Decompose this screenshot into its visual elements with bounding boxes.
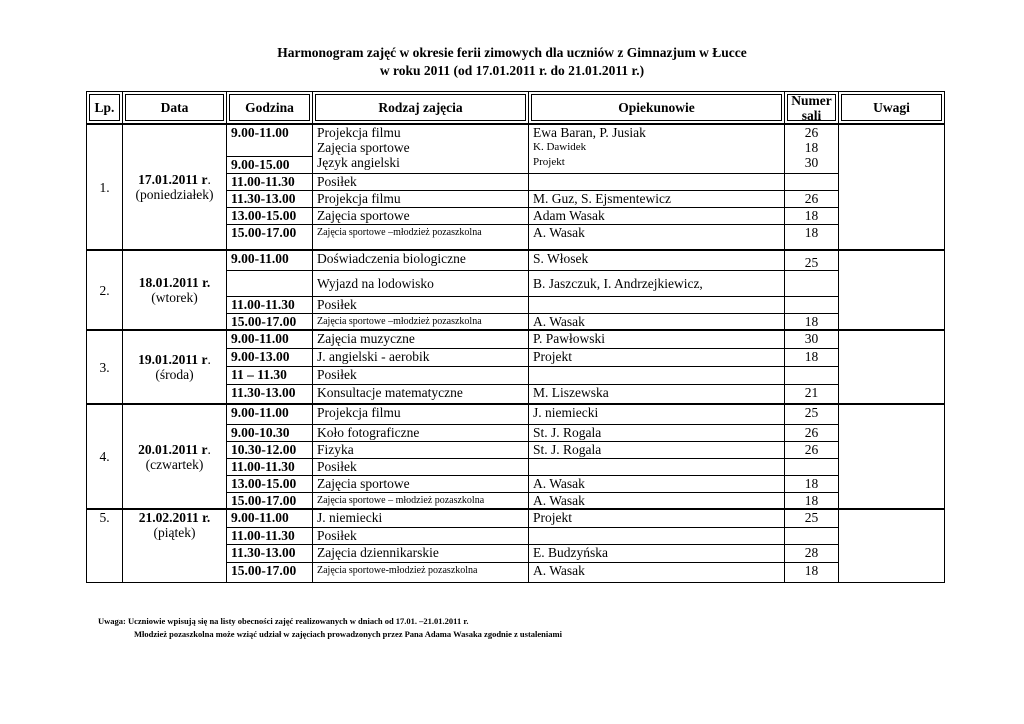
caretakers-cell: Adam Wasak bbox=[529, 207, 785, 224]
caretakers-cell: A. Wasak bbox=[529, 492, 785, 509]
caretakers-cell: M. Liszewska bbox=[529, 384, 785, 404]
day-1 bbox=[87, 124, 945, 250]
room-cell: 26 bbox=[785, 190, 839, 207]
activity-line: Język angielski bbox=[317, 155, 400, 170]
day-number: 1. bbox=[87, 124, 123, 250]
hours-cell: 9.00-11.00 bbox=[227, 509, 313, 527]
day-date: 21.02.2011 r. bbox=[138, 510, 211, 525]
activity-cell: Posiłek bbox=[313, 366, 529, 384]
document-title bbox=[0, 44, 1024, 80]
room-cell bbox=[785, 270, 839, 296]
activity-line: Projekcja filmu bbox=[317, 125, 401, 140]
hours-cell: 9.00-15.00 bbox=[227, 156, 313, 173]
room-cell bbox=[785, 173, 839, 190]
notes-cell bbox=[839, 250, 945, 330]
caretakers-cell: St. J. Rogala bbox=[529, 424, 785, 441]
room-cell bbox=[785, 296, 839, 313]
day-date-cell bbox=[123, 250, 227, 330]
activity-cell: Wyjazd na lodowisko bbox=[313, 270, 529, 296]
note-line-1: Uwaga: Uczniowie wpisują się na listy obecności zajęć realizowanych w dniach od 17.01. –21.01.2011 r. bbox=[98, 616, 469, 626]
room-cell: 25 bbox=[785, 250, 839, 270]
caretakers-cell: M. Guz, S. Ejsmentewicz bbox=[529, 190, 785, 207]
room-line: 26 bbox=[804, 125, 819, 140]
day-date-cell bbox=[123, 509, 227, 582]
activity-cell: Projekcja filmu bbox=[313, 404, 529, 424]
room-cell bbox=[785, 527, 839, 544]
activity-cell: J. niemiecki bbox=[313, 509, 529, 527]
activity-cell: Doświadczenia biologiczne bbox=[313, 250, 529, 270]
activity-cell: Zajęcia sportowe –młodzież pozaszkolna bbox=[313, 313, 529, 330]
room-cell: 28 bbox=[785, 544, 839, 562]
header-row bbox=[87, 92, 945, 125]
notes-cell bbox=[839, 330, 945, 404]
day-2 bbox=[87, 250, 945, 330]
room-cell: 18 bbox=[785, 207, 839, 224]
header-room-line2: sali bbox=[801, 107, 822, 123]
day-number: 2. bbox=[87, 250, 123, 330]
hours-cell: 13.00-15.00 bbox=[227, 475, 313, 492]
activity-cell: Koło fotograficzne bbox=[313, 424, 529, 441]
caretakers-cell: E. Budzyńska bbox=[529, 544, 785, 562]
header-hours: Godzina bbox=[227, 92, 313, 125]
activity-cell: Posiłek bbox=[313, 458, 529, 475]
room-line: 30 bbox=[804, 155, 819, 170]
caretaker-line: Ewa Baran, P. Jusiak bbox=[533, 125, 646, 140]
title-line-2: w roku 2011 (od 17.01.2011 r. do 21.01.2011 r.) bbox=[379, 63, 645, 78]
activity-cell: Zajęcia sportowe – młodzież pozaszkolna bbox=[313, 492, 529, 509]
caretakers-cell: A. Wasak bbox=[529, 224, 785, 250]
caretakers-cell bbox=[529, 124, 785, 173]
caretakers-cell: St. J. Rogala bbox=[529, 441, 785, 458]
activity-cell: Projekcja filmu bbox=[313, 190, 529, 207]
day-4 bbox=[87, 404, 945, 509]
hours-cell: 9.00-10.30 bbox=[227, 424, 313, 441]
activity-cell: Konsultacje matematyczne bbox=[313, 384, 529, 404]
hours-cell: 11.30-13.00 bbox=[227, 384, 313, 404]
hours-cell: 11.30-13.00 bbox=[227, 190, 313, 207]
table-row bbox=[87, 330, 945, 348]
day-weekday: (czwartek) bbox=[145, 456, 204, 472]
day-3 bbox=[87, 330, 945, 404]
day-date-dot: . bbox=[207, 441, 211, 457]
day-date-cell bbox=[123, 124, 227, 250]
table-row bbox=[87, 404, 945, 424]
room-cell: 18 bbox=[785, 492, 839, 509]
room-cell: 30 bbox=[785, 330, 839, 348]
title-line-1: Harmonogram zajęć w okresie ferii zimowych dla uczniów z Gimnazjum w Łucce bbox=[277, 45, 747, 60]
day-date: 18.01.2011 r. bbox=[138, 275, 211, 290]
activity-cell: Fizyka bbox=[313, 441, 529, 458]
caretaker-line: K. Dawidek bbox=[533, 141, 587, 153]
activity-cell: Zajęcia sportowe bbox=[313, 207, 529, 224]
day-date: 17.01.2011 r bbox=[138, 172, 208, 187]
caretakers-cell: Projekt bbox=[529, 348, 785, 366]
activity-cell: Zajęcia sportowe bbox=[313, 475, 529, 492]
activity-cell: Posiłek bbox=[313, 527, 529, 544]
day-weekday: (wtorek) bbox=[151, 290, 198, 305]
hours-cell: 15.00-17.00 bbox=[227, 562, 313, 582]
room-cell: 25 bbox=[785, 404, 839, 424]
caretakers-cell: A. Wasak bbox=[529, 562, 785, 582]
activity-line: Zajęcia sportowe bbox=[317, 140, 410, 155]
day-date-dot: . bbox=[207, 172, 211, 187]
day-date-cell bbox=[123, 404, 227, 509]
activity-cell bbox=[313, 124, 529, 173]
room-cell: 18 bbox=[785, 348, 839, 366]
day-weekday: (piątek) bbox=[153, 525, 196, 540]
hours-cell: 11 – 11.30 bbox=[227, 366, 313, 384]
room-cell: 26 bbox=[785, 424, 839, 441]
day-date-cell bbox=[123, 330, 227, 404]
day-weekday: (środa) bbox=[155, 367, 194, 382]
day-number: 3. bbox=[87, 330, 123, 404]
hours-cell: 9.00-11.00 bbox=[227, 124, 313, 156]
day-date: 20.01.2011 r bbox=[138, 441, 208, 457]
notes-cell bbox=[839, 404, 945, 509]
activity-cell: Posiłek bbox=[313, 173, 529, 190]
hours-cell: 15.00-17.00 bbox=[227, 492, 313, 509]
day-number: 4. bbox=[87, 404, 123, 509]
caretakers-cell bbox=[529, 527, 785, 544]
hours-cell: 11.30-13.00 bbox=[227, 544, 313, 562]
room-cell bbox=[785, 366, 839, 384]
caretakers-cell: J. niemiecki bbox=[529, 404, 785, 424]
caretakers-cell: B. Jaszczuk, I. Andrzejkiewicz, bbox=[529, 270, 785, 296]
room-line: 18 bbox=[804, 140, 819, 155]
hours-cell: 9.00-11.00 bbox=[227, 330, 313, 348]
hours-cell: 9.00-11.00 bbox=[227, 404, 313, 424]
hours-cell: 15.00-17.00 bbox=[227, 224, 313, 250]
caretakers-cell: S. Włosek bbox=[529, 250, 785, 270]
day-5 bbox=[87, 509, 945, 582]
room-cell: 26 bbox=[785, 441, 839, 458]
notes-cell bbox=[839, 124, 945, 250]
caretakers-cell bbox=[529, 173, 785, 190]
hours-cell: 11.00-11.30 bbox=[227, 458, 313, 475]
hours-cell: 9.00-11.00 bbox=[227, 250, 313, 270]
activity-cell: Zajęcia sportowe –młodzież pozaszkolna bbox=[313, 224, 529, 250]
hours-cell: 15.00-17.00 bbox=[227, 313, 313, 330]
room-cell: 18 bbox=[785, 562, 839, 582]
hours-cell: 11.00-11.30 bbox=[227, 173, 313, 190]
activity-cell: Zajęcia sportowe-młodzież pozaszkolna bbox=[313, 562, 529, 582]
room-cell: 18 bbox=[785, 224, 839, 250]
schedule-table bbox=[86, 91, 945, 583]
hours-cell bbox=[227, 270, 313, 296]
notes-cell bbox=[839, 509, 945, 582]
header-room bbox=[785, 92, 839, 125]
table-row bbox=[87, 250, 945, 270]
day-number: 5. bbox=[87, 509, 123, 582]
hours-cell: 13.00-15.00 bbox=[227, 207, 313, 224]
header-notes: Uwagi bbox=[839, 92, 945, 125]
header-date: Data bbox=[123, 92, 227, 125]
caretakers-cell bbox=[529, 296, 785, 313]
hours-cell: 10.30-12.00 bbox=[227, 441, 313, 458]
room-cell: 18 bbox=[785, 313, 839, 330]
caretakers-cell: Projekt bbox=[529, 509, 785, 527]
header-room-line1: Numer bbox=[791, 92, 832, 108]
footer-note bbox=[98, 615, 562, 641]
room-cell: 25 bbox=[785, 509, 839, 527]
caretakers-cell: P. Pawłowski bbox=[529, 330, 785, 348]
hours-cell: 11.00-11.30 bbox=[227, 527, 313, 544]
caretakers-cell: A. Wasak bbox=[529, 313, 785, 330]
table-row bbox=[87, 124, 945, 140]
header-caretakers: Opiekunowie bbox=[529, 92, 785, 125]
caretakers-cell bbox=[529, 366, 785, 384]
header-activity: Rodzaj zajęcia bbox=[313, 92, 529, 125]
activity-cell: Posiłek bbox=[313, 296, 529, 313]
caretakers-cell bbox=[529, 458, 785, 475]
day-date-dot: . bbox=[207, 352, 211, 367]
caretakers-cell: A. Wasak bbox=[529, 475, 785, 492]
room-cell bbox=[785, 458, 839, 475]
note-line-2: Młodzież pozaszkolna może wziąć udział w zajęciach prowadzonych przez Pana Adama Wasaka zgodnie z ustaleniami bbox=[134, 629, 562, 639]
activity-cell: Zajęcia dziennikarskie bbox=[313, 544, 529, 562]
room-cell: 18 bbox=[785, 475, 839, 492]
hours-cell: 11.00-11.30 bbox=[227, 296, 313, 313]
table-row bbox=[87, 509, 945, 527]
hours-cell: 9.00-13.00 bbox=[227, 348, 313, 366]
activity-cell: J. angielski - aerobik bbox=[313, 348, 529, 366]
day-weekday: (poniedziałek) bbox=[135, 187, 214, 202]
room-cell bbox=[785, 124, 839, 173]
day-date: 19.01.2011 r bbox=[138, 352, 208, 367]
header-lp: Lp. bbox=[87, 92, 123, 125]
caretaker-line: Projekt bbox=[533, 156, 565, 168]
activity-cell: Zajęcia muzyczne bbox=[313, 330, 529, 348]
room-cell: 21 bbox=[785, 384, 839, 404]
